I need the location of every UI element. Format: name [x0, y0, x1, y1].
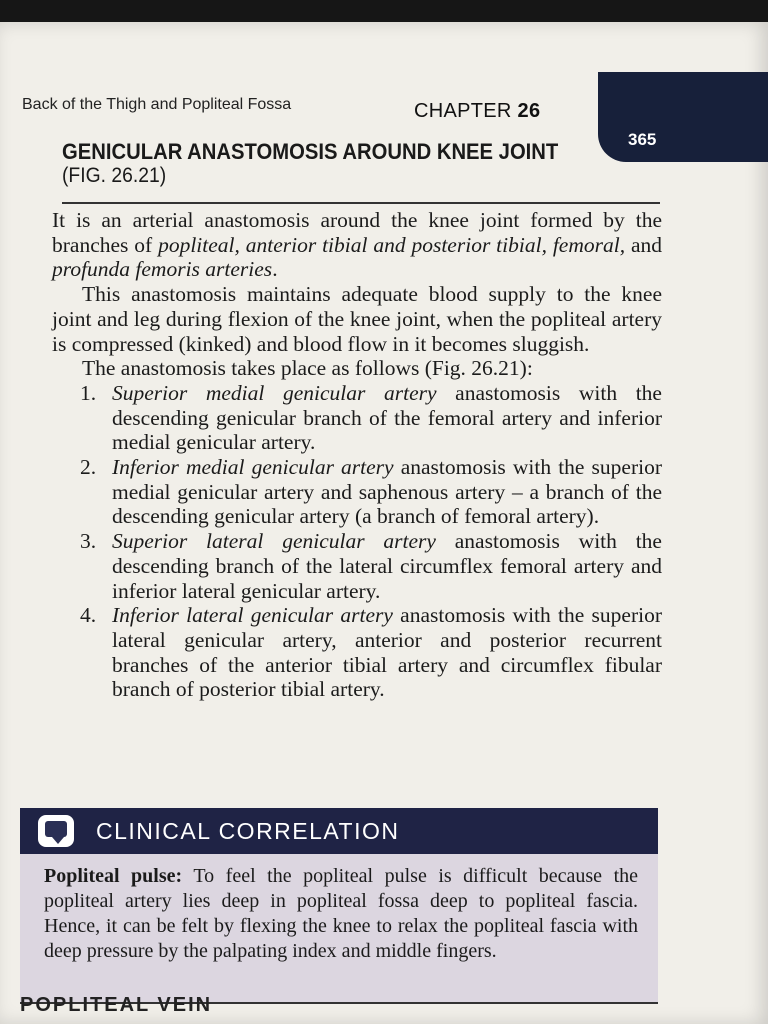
paragraph-function: This anastomosis maintains adequate blood supply to the knee joint and leg during flexion of the knee joint, when the popliteal artery is compressed (kinked) and blood flow in it becomes sluggish. — [52, 282, 662, 356]
list-item: 3. Superior lateral genicular artery anastomosis with the descending branch of the lateral circumflex femoral artery and inferior lateral genicular artery. — [80, 529, 662, 603]
clinical-correlation-box — [20, 808, 658, 1004]
page-number-tab — [598, 72, 768, 162]
chapter-label: CHAPTER 26 — [414, 100, 541, 122]
section-title: GENICULAR ANASTOMOSIS AROUND KNEE JOINT — [62, 139, 559, 164]
speech-bubble-icon — [38, 815, 74, 847]
page-number: 365 — [628, 130, 657, 149]
paragraph-list-intro: The anastomosis takes place as follows (Fig. 26.21): — [82, 356, 533, 381]
heading-divider — [62, 202, 660, 204]
running-head: Back of the Thigh and Popliteal Fossa — [22, 96, 292, 113]
list-item: 2. Inferior medial genicular artery anastomosis with the superior medial genicular artery and saphenous artery – a branch of the descending genicular artery (a branch of femoral artery). — [80, 455, 662, 529]
clinical-term: Popliteal pulse: — [44, 865, 183, 887]
next-section-heading — [20, 994, 212, 1004]
clinical-title: CLINICAL CORRELATION — [96, 818, 400, 844]
list-item: 4. Inferior lateral genicular artery anastomosis with the superior lateral genicular artery, anterior and posterior recurrent branches of the anterior tibial artery and circumflex fibular branch of posterior tibial artery. — [80, 603, 662, 702]
clinical-text: Popliteal pulse: To feel the popliteal pulse is difficult because the popliteal artery lies deep in popliteal fossa deep to popliteal fascia. Hence, it can be felt by flexing the knee to relax the popliteal fascia with deep pressure by the palpating index and middle fingers. — [44, 865, 639, 962]
clinical-header-bar — [20, 808, 658, 854]
paragraph-intro: It is an arterial anastomosis around the knee joint formed by the branches of popliteal, anterior tibial and posterior tibial, femoral, and profunda femoris arteries. — [52, 208, 662, 282]
section-heading — [62, 140, 614, 188]
list-item: 1. Superior medial genicular artery anastomosis with the descending genicular branch of the femoral artery and inferior medial genicular artery. — [80, 380, 662, 455]
body-text — [52, 208, 662, 702]
page-header — [22, 72, 768, 149]
anastomosis-list — [52, 381, 662, 702]
chapter-number: 26 — [517, 100, 541, 122]
figure-reference: (FIG. 26.21) — [62, 164, 167, 187]
textbook-page — [0, 22, 768, 1024]
